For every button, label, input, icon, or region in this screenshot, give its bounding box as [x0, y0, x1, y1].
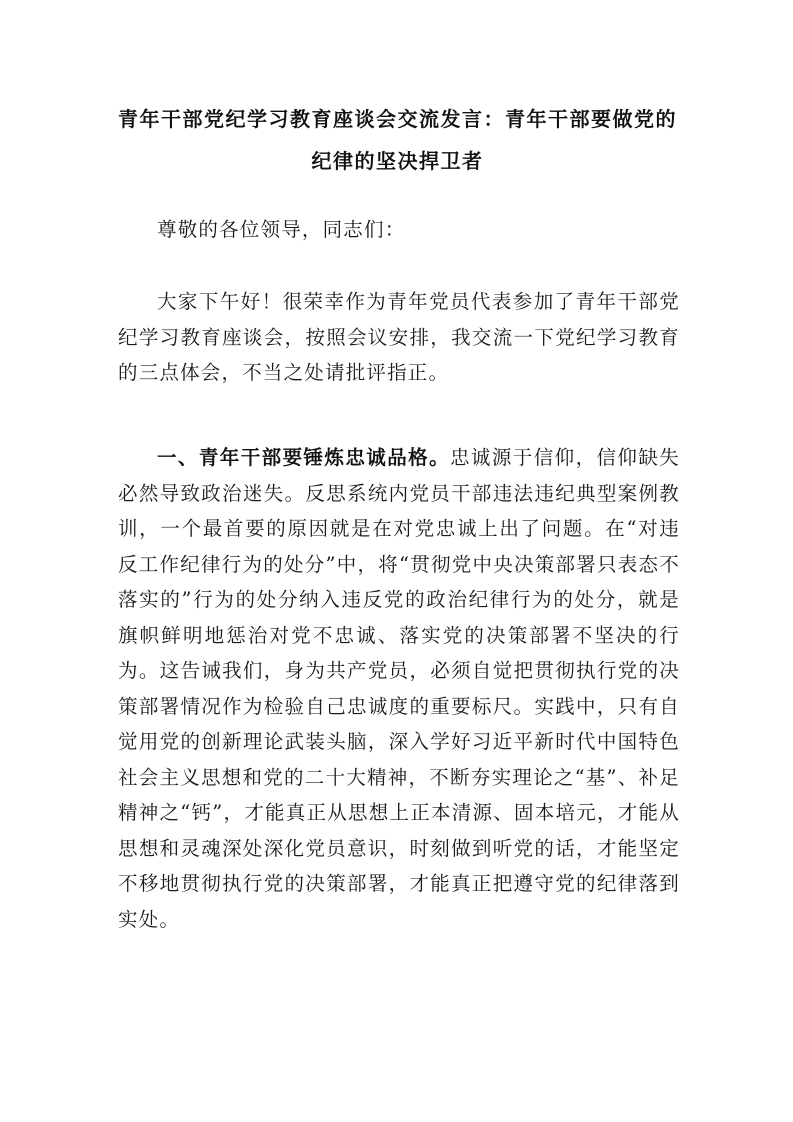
greeting-paragraph: 尊敬的各位领导，同志们：	[157, 218, 406, 241]
section-1-body: 忠诚源于信仰，信仰缺失必然导致政治迷失。反思系统内党员干部违法违纪典型案例教训，一个最首要的原因就是在对党忠诚上出了问题。在“对违反工作纪律行为的处分”中，将“贯彻党中央决策部署只表态不落实的”行为的处分纳入违反党的政治纪律行为的处分，就是旗帜鲜明地惩治对党不忠诚、落实党的决策部署不坚决的行为。这告诫我们，身为共产党员，必须自觉把贯彻执行党的决策部署情况作为检验自己忠诚度的重要标尺。实践中，只有自觉用党的创新理论武装头脑，深入学好习近平新时代中国特色社会主义思想和党的二十大精神，不断夯实理论之“基”、补足精神之“钙”，才能真正从思想上正本清源、固本培元，才能从思想和灵魂深处深化党员意识，时刻做到听党的话，才能坚定不移地贯彻执行党的决策部署，才能真正把遵守党的纪律落到实处。	[118, 446, 680, 931]
intro-paragraph: 大家下午好！很荣幸作为青年党员代表参加了青年干部党纪学习教育座谈会，按照会议安排，我交流一下党纪学习教育的三点体会，不当之处请批评指正。	[118, 290, 680, 384]
section-1-paragraph	[118, 440, 680, 937]
document-title: 青年干部党纪学习教育座谈会交流发言：青年干部要做党的纪律的坚决捍卫者	[118, 107, 677, 173]
section-1-heading: 一、青年干部要锤炼忠诚品格。	[157, 446, 450, 469]
